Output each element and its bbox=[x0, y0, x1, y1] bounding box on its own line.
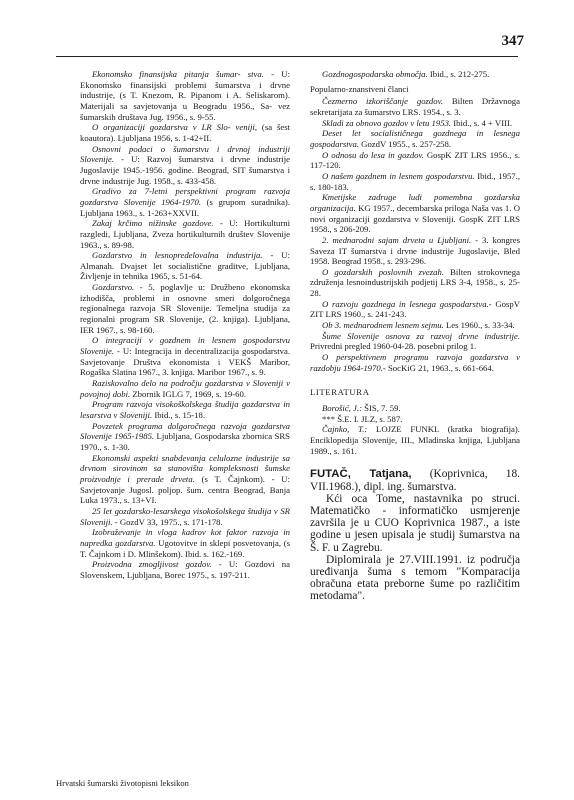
entry-title: O perspektivnem programu razvoja gozdarstva v razdobju 1964-1970. bbox=[310, 352, 520, 373]
bio-paragraph: Kći oca Tome, nastavnika po struci. Matematičko - informatičko usmjerenje završila je u CUO Koprivnica 1987., a iste godine u jesen upisala je studij šumarstva na Š. F. u Zagrebu. bbox=[310, 492, 520, 554]
entry-title: O gozdarskih poslovnih zvezah. bbox=[322, 266, 444, 277]
entry-text: - GospV ZIT LRS 1960., s. 241-243. bbox=[310, 298, 521, 320]
bibliography-entry bbox=[310, 118, 520, 129]
entry-text: Les 1960., s. 33-34. bbox=[443, 320, 515, 331]
bibliography-entry bbox=[80, 559, 290, 580]
entry-title: O odnosu do lesa in gozdov. bbox=[322, 149, 424, 160]
entry-title: Proizvodna zmogljivost gozdov. bbox=[92, 559, 212, 570]
entry-text: (s T. Čajnkom). - U: Savjetovanje Jugosl. poljop. šum. centra Beograd, Banja Luka 1973., s. 13+VI. bbox=[80, 473, 290, 506]
entry-title: O našem gozdnem in lesnem gospodarstvu. bbox=[322, 170, 475, 181]
entry-text: - U: Ekonomsko finansijski problemi šumarstva i drvne industrije, (s T. Knezom, R. Pipanom i A. Seliskarom). Materijali sa savjetovanja u Beogradu 1956., Sa- vez šumarskih društava Jug. 1956., s. 9-55. bbox=[80, 69, 290, 122]
bibliography-entry bbox=[310, 352, 520, 373]
entry-title: 2. mednarodni sajam drveta u Ljubljani. bbox=[322, 234, 472, 245]
entry-title: Gradivo za 7-letni perspektivni program razvoja gozdarstva Slovenije 1964-1970. bbox=[80, 186, 290, 207]
bibliography-entry bbox=[310, 403, 520, 414]
bio-name: FUTAČ, Tatjana, bbox=[310, 468, 412, 481]
popular-heading: Popularno-znanstveni članci bbox=[310, 83, 409, 94]
literatura-entries bbox=[310, 403, 520, 456]
bibliography-entry bbox=[80, 218, 290, 250]
entry-title: Gozdnogospodarska območja. bbox=[322, 69, 428, 79]
footer: Hrvatski šumarski životopisni leksikon bbox=[56, 778, 189, 788]
entry-text: - U: Razvoj šumarstva i drvne industrije Jugoslavije 1945.-1956. godine. Beograd, SIT šumarstva i drvne industrije Jug. 1958., s. 433-458. bbox=[80, 154, 290, 186]
entry-title: Ekonomski aspekti snabdevanja celulozne industrije sa drvnom sirovinom sa stanovišta kompleksnosti šumske proizvodnje i prerade drveta. bbox=[80, 452, 290, 484]
entry-text: GospK ZIT LRS 1956., s. 117-120. bbox=[310, 149, 520, 171]
entry-title: Skladi za obnovo gozdov v letu 1953. bbox=[322, 117, 452, 128]
bibliography-entry bbox=[310, 171, 520, 192]
entry-text: - 3. kongres Saveza IT šumarstva i drvne industrije Jugoslavije, Bled 1958. Beograd 1958., s. 293-296. bbox=[310, 234, 520, 267]
bibliography-entry bbox=[80, 122, 290, 143]
entry-text: - GozdV 33, 1975., s. 171-178. bbox=[112, 516, 223, 527]
entry-title: Ekonomsko finansijska pitanja šumar- stva. bbox=[92, 69, 264, 79]
entry-text: KG 1957., decembarska priloga Naša vas 1. O novi organizaciji gozdarstva v Sloveniji. GospK ZIT LRS 1958., s 206-209. bbox=[310, 202, 520, 235]
bio-intro bbox=[310, 468, 520, 492]
bibliography-entry bbox=[80, 335, 290, 378]
entry-title: Deset let socialističnega gozdnega in lesnega gospodarstva. bbox=[310, 128, 520, 149]
bibliography-entry bbox=[80, 378, 290, 399]
entry-title: Povzetek programa dolgoročnega razvoja gozdarstva Slovenije 1965-1985. bbox=[80, 420, 290, 442]
right-top-entries bbox=[310, 69, 520, 80]
entry-title: Gozdarstvo in lesnopredelovalna industrija. bbox=[92, 250, 263, 261]
entry-text: (sa šest koautora). Ljubljana 1956, s. 1-42+II. bbox=[80, 122, 291, 143]
entry-text: Ibid., 1957., s. 180-183. bbox=[310, 170, 520, 192]
entry-text: ŠIS, 7. 59. bbox=[361, 403, 401, 414]
entry-title: O razvoju gozdnega in lesnega gospodarstva. bbox=[322, 298, 489, 309]
entry-text: Ibid., s. 4 + VIII. bbox=[451, 117, 513, 128]
popular-entries bbox=[310, 96, 520, 373]
entry-title: Čajnko, T.: bbox=[322, 424, 368, 435]
bibliography-entry bbox=[310, 414, 520, 425]
entry-title: Program razvoja visokoškolskega študija gozdarstva in lesarstva v Sloveniji. bbox=[80, 399, 290, 420]
entry-text: (s grupom suradnika). Ljubljana 1963., s. 1-263+XXVII. bbox=[80, 196, 290, 218]
entry-text: Ibid., s. 15-18. bbox=[152, 410, 205, 420]
bibliography-entry bbox=[310, 331, 520, 352]
bibliography-entry bbox=[310, 96, 520, 117]
bibliography-entry bbox=[310, 192, 520, 235]
entry-title: Raziskovalno delo na področju gozdarstva v Sloveniji v povojnoj dobi. bbox=[80, 378, 290, 399]
bibliography-entry bbox=[310, 299, 520, 320]
entry-title: Ob 3. mednarodnem lesnem sejmu. bbox=[322, 320, 444, 331]
entry-title: Borošić, J.: bbox=[322, 403, 362, 414]
entry-text: - U: Almanah. Dvajset let socialistične graditve, Ljubljana, Življenje in tehnika 1965, s. 51-64. bbox=[80, 250, 290, 282]
bibliography-entry bbox=[80, 144, 290, 187]
entry-title: O organizaciji gozdarstva v LR Slo- veniji, bbox=[92, 122, 258, 133]
bibliography-entry bbox=[80, 250, 290, 282]
entry-text: - U: Integracija in decentralizacija gospodarstva. Savjetovanje Društva ekonomista i VEKŠ Maribor, Rogaška Slatina 1967., 3. knjiga. Maribor 1967., s. 9. bbox=[80, 346, 290, 378]
bio-paragraph: Diplomirala je 27.VIII.1991. iz područja uređivanja šuma s temom "Komparacija obračuna etata preborne šume po različitim metodama". bbox=[310, 553, 520, 603]
page-number: 347 bbox=[501, 33, 524, 49]
entry-title: Izobraževanje in vloga kadrov kot faktor razvoja in napredka gozdarstva. bbox=[80, 527, 290, 548]
bibliography-entry bbox=[80, 282, 290, 335]
entry-title: Zakaj krčimo nižinske gozdove. bbox=[92, 218, 214, 229]
bibliography-entry bbox=[310, 69, 520, 80]
left-column bbox=[80, 69, 290, 581]
bibliography-entry bbox=[310, 424, 520, 456]
bibliography-entry bbox=[310, 320, 520, 331]
entry-text: Ugotovitve in sklepi posvetovanja, (s T. Čajnkom i D. Mlinšekom). Ibid. s. 162.-169. bbox=[80, 537, 290, 559]
entry-text: - SocKiG 21, 1963., s. 661-664. bbox=[382, 362, 494, 373]
entry-text: - U: Hortikulturni razgledi, Ljubljana, Zveza hortikulturnih društev Slovenije 1963., s. 89-98. bbox=[80, 218, 290, 250]
entry-text: Zbornik IGLG 7, 1969, s. 19-60. bbox=[130, 388, 247, 399]
entry-text: - U: Gozdovi na Slovenskem, Ljubljana, Borec 1975., s. 197-211. bbox=[80, 559, 290, 580]
header-rule bbox=[56, 56, 518, 57]
entry-text: - 5. poglavlje u: Družbeno ekonomska izhodišča, problemi in osnovne smeri dolgoročnega regionalnega razvoja SR Slovenije. Temeljna studija za regionalni program SR Slovenije, (2. knjiga). Ljubljana, IER 1967., s. 98-160. bbox=[80, 282, 290, 335]
bibliography-entry bbox=[310, 235, 520, 267]
entry-title: Čezmerno izkoriščanje gozdov. bbox=[322, 96, 443, 107]
bibliography-entry bbox=[310, 150, 520, 171]
bibliography-entry bbox=[310, 128, 520, 149]
bibliography-entry bbox=[310, 267, 520, 299]
biography bbox=[310, 468, 520, 602]
entry-text: Ibid., s. 212-275. bbox=[427, 69, 490, 79]
literatura-heading: LITERATURA bbox=[310, 387, 370, 398]
entry-text: Ljubljana, Gospodarska zbornica SRS 1970., s. 1-30. bbox=[80, 431, 291, 452]
entry-text: Bilten strokovnega združenja lesnoindustrijskih podjetij LRS 3-4, 1958., s. 25-28. bbox=[310, 266, 520, 299]
entry-title: Šume Slovenije osnova za razvoj drvne industrije. bbox=[322, 330, 520, 341]
entry-text: LOJZE FUNKL (kratka biografija). Enciklopedija Slovenije, III., Mladinska knjiga, Ljubljana 1989., s. 161. bbox=[310, 424, 520, 456]
entry-title: Kmetijske zadruge ludi pomembna gozdarska organizacija. bbox=[310, 192, 520, 213]
entry-text: *** Š.E. I. JLZ, s. 587. bbox=[322, 413, 403, 424]
bibliography-entry bbox=[80, 453, 290, 506]
entry-title: O integraciji v gozdnem in lesnem gospodarstvu Slovenije. bbox=[80, 335, 290, 357]
bibliography-entry bbox=[80, 399, 290, 420]
bibliography-entry bbox=[80, 186, 290, 218]
entry-text: Bilten Državnoga sekretarijata za šumarstvo LRS. 1954., s. 3. bbox=[310, 96, 520, 117]
right-column bbox=[310, 69, 520, 603]
entry-title: Osnovni podaci o šumarstvu i drvnoj industriji Slovenije. bbox=[80, 143, 290, 165]
bibliography-entry bbox=[80, 506, 290, 527]
bibliography-entry bbox=[80, 421, 290, 453]
entry-text: GozdV 1955., s. 257-258. bbox=[359, 138, 452, 149]
entry-title: 25 let gozdarsko-lesarskega visokošolskega študija v SR Sloveniji. bbox=[80, 505, 290, 527]
bio-intro-text: (Koprivnica, 18. VII.1968.), dipl. ing. šumarstva. bbox=[310, 468, 520, 493]
bibliography-entry bbox=[80, 69, 290, 122]
bibliography-entry bbox=[80, 527, 290, 559]
entry-title: Gozdarstvo. bbox=[92, 282, 135, 293]
entry-text: Privredni pregled 1960-04-28. posebni prilog 1. bbox=[310, 341, 477, 352]
